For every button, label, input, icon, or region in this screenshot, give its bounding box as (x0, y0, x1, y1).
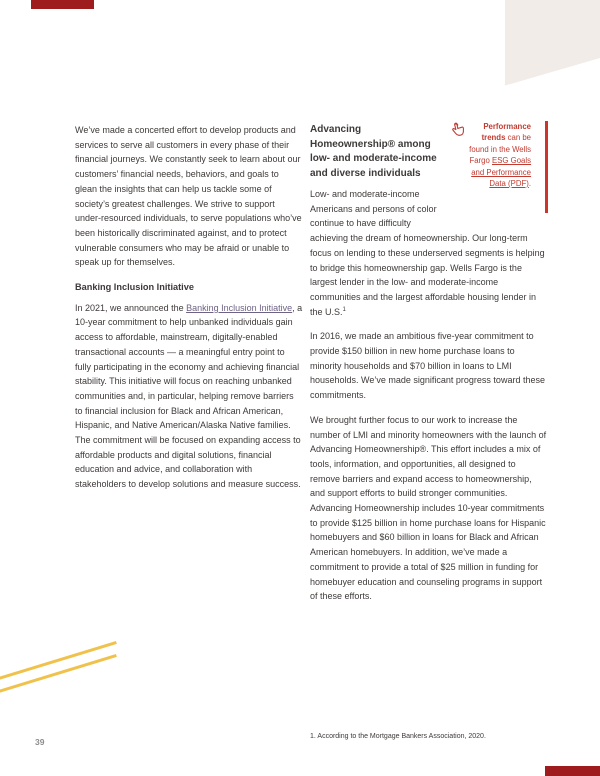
footnote: 1. According to the Mortgage Bankers Association, 2020. (310, 733, 486, 740)
esg-goals-pdf-link[interactable]: ESG Goals and Performance Data (PDF) (471, 156, 531, 189)
top-left-red-bar (31, 0, 94, 9)
callout-period: . (528, 179, 531, 189)
callout-body-text: can be found in the Wells Fargo (469, 133, 531, 166)
footnote-marker: 1 (342, 306, 346, 313)
right-column (310, 123, 548, 614)
homeownership-paragraph-3: We brought further focus to our work to increase the number of LMI and minority homeowners with the launch of Advancing Homeownership®. This effort includes a mix of tools, information, and opportunities, all designed to remove barriers and expand access to homeownership, and support efforts to build stronger communities. Advancing Homeownership includes 10-year commitments to provide $125 billion in home purchase loans for Hispanic homebuyers and $60 billion in loans for Black and African American homebuyers. In addition, we’ve made a commitment to provide a total of $25 million in funding for homebuyer education and counseling programs in support of these efforts. (310, 414, 547, 602)
paragraph-text: Low- and moderate-income Americans and persons of color continue to have difficulty achieving the dream of homeownership. Our long-term focus on lending to these underserved segments is helping to bridge this homeownership gap. Wells Fargo is the largest lender in the low- and moderate-income communities and the largest affordable housing lender in the U.S. (310, 189, 545, 317)
callout-bold-text: Performance trends (481, 122, 531, 143)
callout-text (467, 121, 531, 189)
reminder-hand-icon (451, 122, 465, 140)
banking-inclusion-paragraph (75, 301, 303, 492)
banking-inclusion-initiative-link[interactable]: Banking Inclusion Initiative (186, 302, 293, 313)
homeownership-paragraph-2: In 2016, we made an ambitious five-year commitment to provide $150 billion in new home purchase loans to minority households and $70 billion in loans to LMI households. We’ve made significant progress toward these commitments. (310, 331, 545, 401)
article-heading-advancing-homeownership: Advancing Homeownership® among low- and moderate-income and diverse individuals (310, 124, 437, 179)
intro-paragraph: We’ve made a concerted effort to develop products and services to serve all customers in every phase of their financial journeys. We constantly seek to learn about our customers’ financial needs, behaviors, and goals to glean the insights that can help us tackle some of society’s greatest challenges. We strive to support under-resourced individuals, to serve populations who’ve been historically discriminated against, and to protect vulnerable consumers who may be afraid or unable to speak up for themselves. (75, 125, 302, 268)
bottom-right-red-bar (545, 766, 600, 776)
paragraph-text: , a 10-year commitment to help unbanked individuals gain access to affordable, mainstream, digitally-enabled transactional accounts — a meaningful entry point to fully participating in the economy and achieving financial stability. This initiative will focus on reaching unbanked communities and, in particular, helping remove barriers to financial inclusion for Black and African American, Hispanic, and Native American/Alaska Native families. The commitment will be focused on expanding access to affordable products and digital solutions, financial education and advice, and collaboration with stakeholders to develop solutions and measure success. (75, 302, 303, 490)
section-heading-banking-inclusion: Banking Inclusion Initiative (75, 282, 194, 293)
performance-trends-callout (451, 121, 548, 213)
top-right-decorative-shape (505, 0, 600, 92)
left-column (75, 123, 303, 502)
page-number: 39 (35, 737, 45, 747)
paragraph-text: In 2021, we announced the (75, 302, 187, 313)
